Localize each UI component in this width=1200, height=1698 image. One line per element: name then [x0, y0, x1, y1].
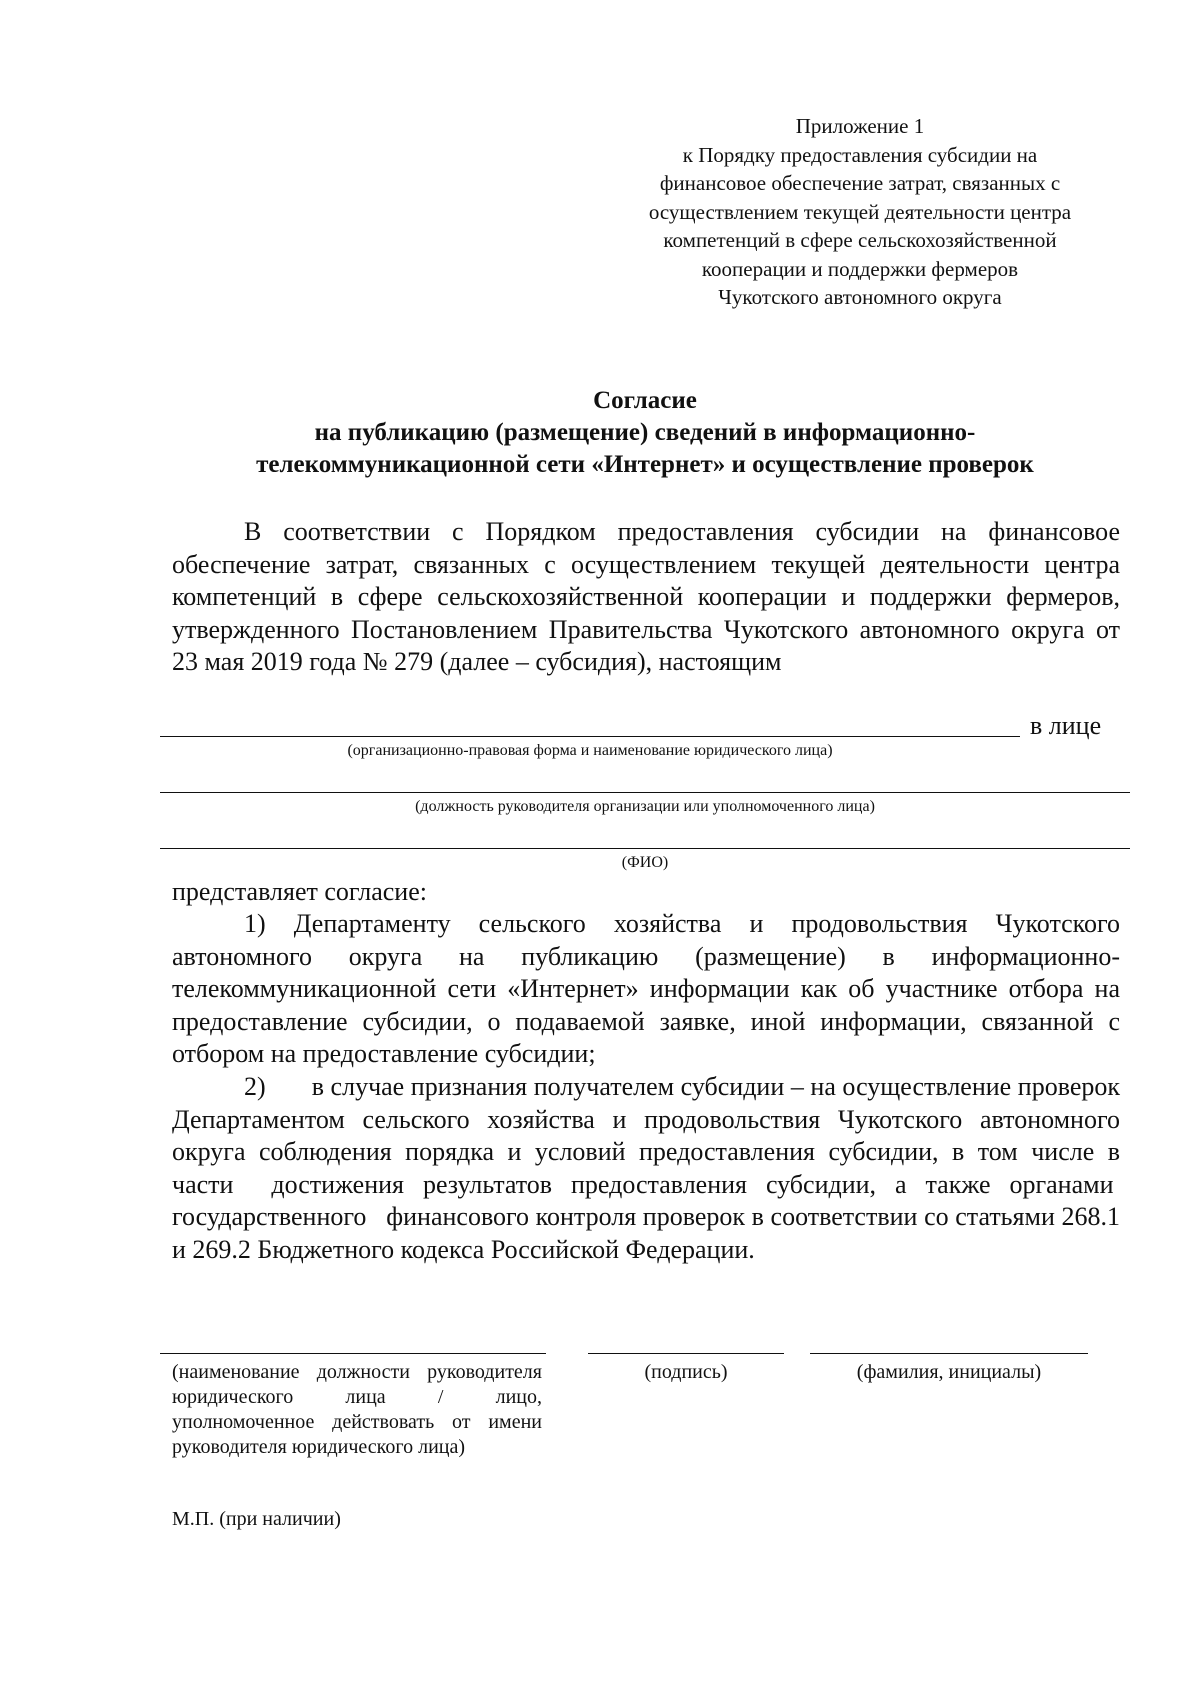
consent-item-2: 2) в случае признания получателем субсидии – на осуществление проверок Департаментом сельского хозяйства и продовольствия Чукотского автономного округа соблюдения порядка и условий предоставления субсидии, в том числе в части достижения результатов предоставления субсидии, а также органами государственного финансового контроля проверок в соответствии со статьями 268.1 и 269.2 Бюджетного кодекса Российской Федерации.	[172, 1072, 1120, 1264]
organization-caption: (организационно-правовая форма и наименование юридического лица)	[347, 742, 833, 759]
fio-blank-line	[160, 824, 1130, 849]
appendix-header	[600, 112, 1120, 312]
consent-heading: представляет согласие:	[172, 877, 427, 906]
consent-item-1: 1) Департаменту сельского хозяйства и продовольствия Чукотского автономного округа на публикацию (размещение) в информационно-телекоммуникационной сети «Интернет» информации как об участнике отбора на предоставление субсидии, о подаваемой заявке, иной информации, связанной с отбором на предоставление субсидии;	[172, 909, 1120, 1068]
appendix-line: к Порядку предоставления субсидии на	[682, 142, 1038, 167]
appendix-line: кооперации и поддержки фермеров	[701, 256, 1019, 281]
title-line: Согласие	[593, 387, 697, 414]
signature-caption: (подпись)	[644, 1361, 728, 1383]
stamp-note: М.П. (при наличии)	[172, 1508, 341, 1530]
position-blank-line	[160, 768, 1130, 793]
fio-caption: (ФИО)	[621, 854, 669, 871]
appendix-line: финансовое обеспечение затрат, связанных с	[659, 171, 1061, 195]
appendix-line: Чукотского автономного округа	[718, 285, 1002, 309]
position-signature-caption: (наименование должности руководителя юридического лица / лицо, уполномоченное действовать от имени руководителя юридического лица)	[172, 1361, 542, 1458]
organization-blank-line	[160, 712, 1020, 737]
name-signature-line	[810, 1353, 1088, 1354]
document-title	[160, 385, 1130, 481]
appendix-line: Приложение 1	[795, 114, 925, 138]
intro-paragraph: В соответствии с Порядком предоставления субсидии на финансовое обеспечение затрат, связанных с осуществлением текущей деятельности центра компетенций в сфере сельскохозяйственной кооперации и поддержки фермеров, утвержденного Постановлением Правительства Чукотского автономного округа от 23 мая 2019 года № 279 (далее – субсидия), настоящим	[172, 517, 1120, 676]
signature-line	[588, 1353, 784, 1354]
appendix-line: компетенций в сфере сельскохозяйственной	[663, 228, 1057, 252]
in-person-label: в лице	[1030, 711, 1102, 740]
position-caption: (должность руководителя организации или уполномоченного лица)	[415, 798, 875, 815]
title-line: на публикацию (размещение) сведений в информационно-	[314, 419, 976, 446]
appendix-line: осуществлением текущей деятельности центра	[648, 199, 1072, 224]
title-line: телекоммуникационной сети «Интернет» и осуществление проверок	[256, 451, 1034, 478]
name-caption: (фамилия, инициалы)	[856, 1361, 1042, 1383]
position-signature-line	[160, 1353, 546, 1354]
